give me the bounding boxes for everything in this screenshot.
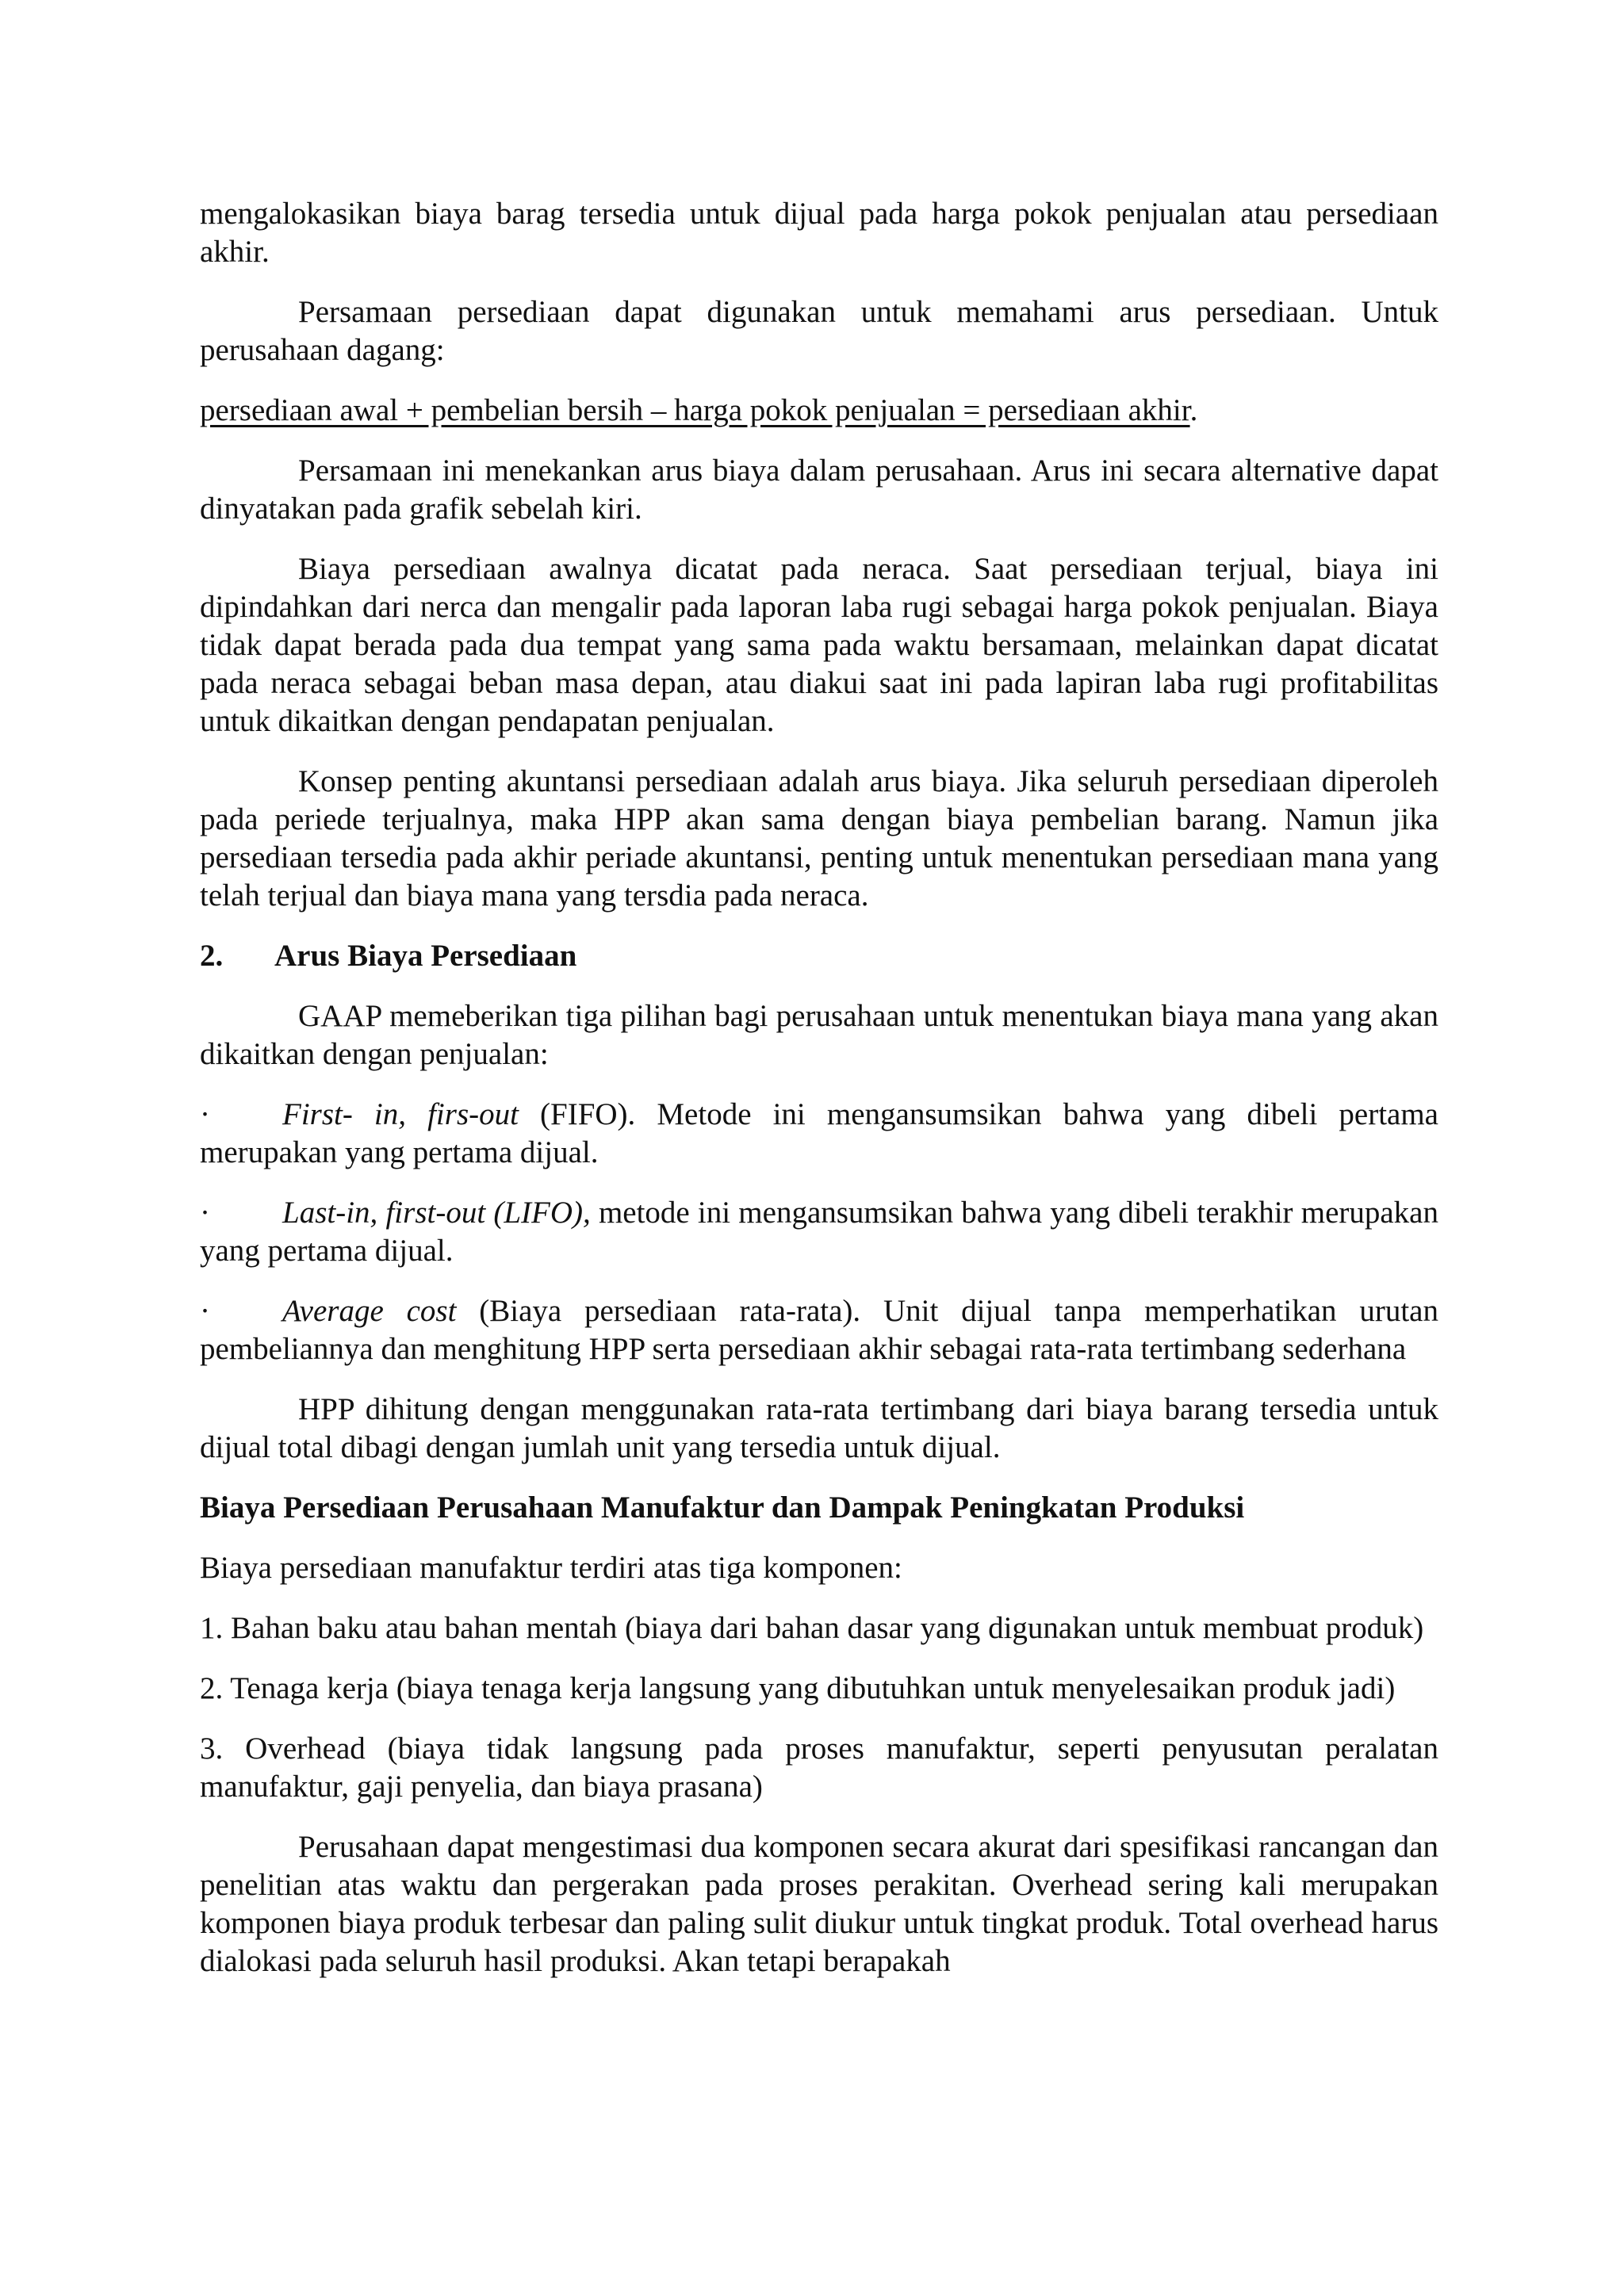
bullet-dot-icon: · (200, 1097, 210, 1131)
bullet-fifo (200, 1096, 1438, 1172)
bullet-text: metode ini mengansumsikan bahwa yang dibeli terakhir merupakan yang pertama dijual. (200, 1196, 1438, 1268)
paragraph-overhead-estimation: Perusahaan dapat mengestimasi dua komponen secara akurat dari spesifikasi rancangan dan penelitian atas waktu dan pergerakan pada proses perakitan. Overhead sering kali merupakan komponen biaya produk terbesar dan paling sulit diukur untuk tingkat produk. Total overhead harus dialokasi pada seluruh hasil produksi. Akan tetapi berapakah (200, 1830, 1438, 1978)
bullet-text: (Biaya persediaan rata-rata). Unit dijual tanpa memperhatikan urutan pembeliannya dan menghitung HPP serta persediaan akhir sebagai rata-rata tertimbang sederhana (200, 1294, 1438, 1366)
inventory-equation (200, 392, 1438, 430)
paragraph-inventory-concept: Konsep penting akuntansi persediaan adalah arus biaya. Jika seluruh persediaan diperoleh pada periede terjualnya, maka HPP akan sama dengan biaya pembelian barang. Namun jika persediaan tersedia pada akhir periade akuntansi, penting untuk menentukan persediaan mana yang telah terjual dan biaya mana yang tersdia pada neraca. (200, 764, 1438, 913)
heading-manufacturing-cost: Biaya Persediaan Perusahaan Manufaktur dan Dampak Peningkatan Produksi (200, 1490, 1245, 1525)
list-item-overhead: 3. Overhead (biaya tidak langsung pada proses manufaktur, seperti penyusutan peralatan manufaktur, gaji penyelia, dan biaya prasana) (200, 1732, 1438, 1804)
bullet-text: (FIFO). Metode ini mengansumsikan bahwa yang dibeli pertama merupakan yang pertama dijual. (200, 1097, 1438, 1169)
paragraph-cost-flow: Persamaan ini menekankan arus biaya dalam perusahaan. Arus ini secara alternative dapat dinyatakan pada grafik sebelah kiri. (200, 453, 1438, 526)
section-title: Arus Biaya Persediaan (274, 939, 577, 973)
list-item-labor: 2. Tenaga kerja (biaya tenaga kerja langsung yang dibutuhkan untuk menyelesaikan produk jadi) (200, 1671, 1396, 1705)
bullet-lifo (200, 1194, 1438, 1270)
paragraph-hpp-calculation: HPP dihitung dengan menggunakan rata-rata tertimbang dari biaya barang tersedia untuk dijual total dibagi dengan jumlah unit yang tersedia untuk dijual. (200, 1392, 1438, 1464)
list-item-raw-materials: 1. Bahan baku atau bahan mentah (biaya dari bahan dasar yang digunakan untuk membuat produk) (200, 1611, 1424, 1645)
paragraph-inventory-equation-intro: Persamaan persediaan dapat digunakan untuk memahami arus persediaan. Untuk perusahaan dagang: (200, 295, 1438, 367)
inventory-equation-period: . (1189, 393, 1198, 427)
section-heading-cost-flow (200, 937, 1438, 975)
paragraph-manufacturing-intro: Biaya persediaan manufaktur terdiri atas tiga komponen: (200, 1551, 902, 1585)
paragraph-gaap-options: GAAP memeberikan tiga pilihan bagi perusahaan untuk menentukan biaya mana yang akan dikaitkan dengan penjualan: (200, 999, 1438, 1071)
document-page (200, 195, 1438, 2003)
bullet-dot-icon: · (200, 1294, 210, 1328)
bullet-term: First- in, firs-out (282, 1097, 519, 1131)
bullet-term: Average cost (282, 1294, 457, 1328)
section-number: 2. (200, 939, 224, 973)
bullet-term: Last-in, first-out (LIFO), (282, 1196, 591, 1230)
inventory-equation-text: persediaan awal + pembelian bersih – harga pokok penjualan = persediaan akhir (200, 393, 1190, 427)
bullet-dot-icon: · (200, 1196, 210, 1230)
paragraph-balance-sheet: Biaya persediaan awalnya dicatat pada neraca. Saat persediaan terjual, biaya ini dipindahkan dari nerca dan mengalir pada laporan laba rugi sebagai harga pokok penjualan. Biaya tidak dapat berada pada dua tempat yang sama pada waktu bersamaan, melainkan dapat dicatat pada neraca sebagai beban masa depan, atau diakui saat ini pada lapiran laba rugi profitabilitas untuk dikaitkan dengan pendapatan penjualan. (200, 552, 1438, 738)
paragraph-allocation: mengalokasikan biaya barag tersedia untuk dijual pada harga pokok penjualan atau persediaan akhir. (200, 197, 1438, 269)
bullet-average-cost (200, 1292, 1438, 1368)
